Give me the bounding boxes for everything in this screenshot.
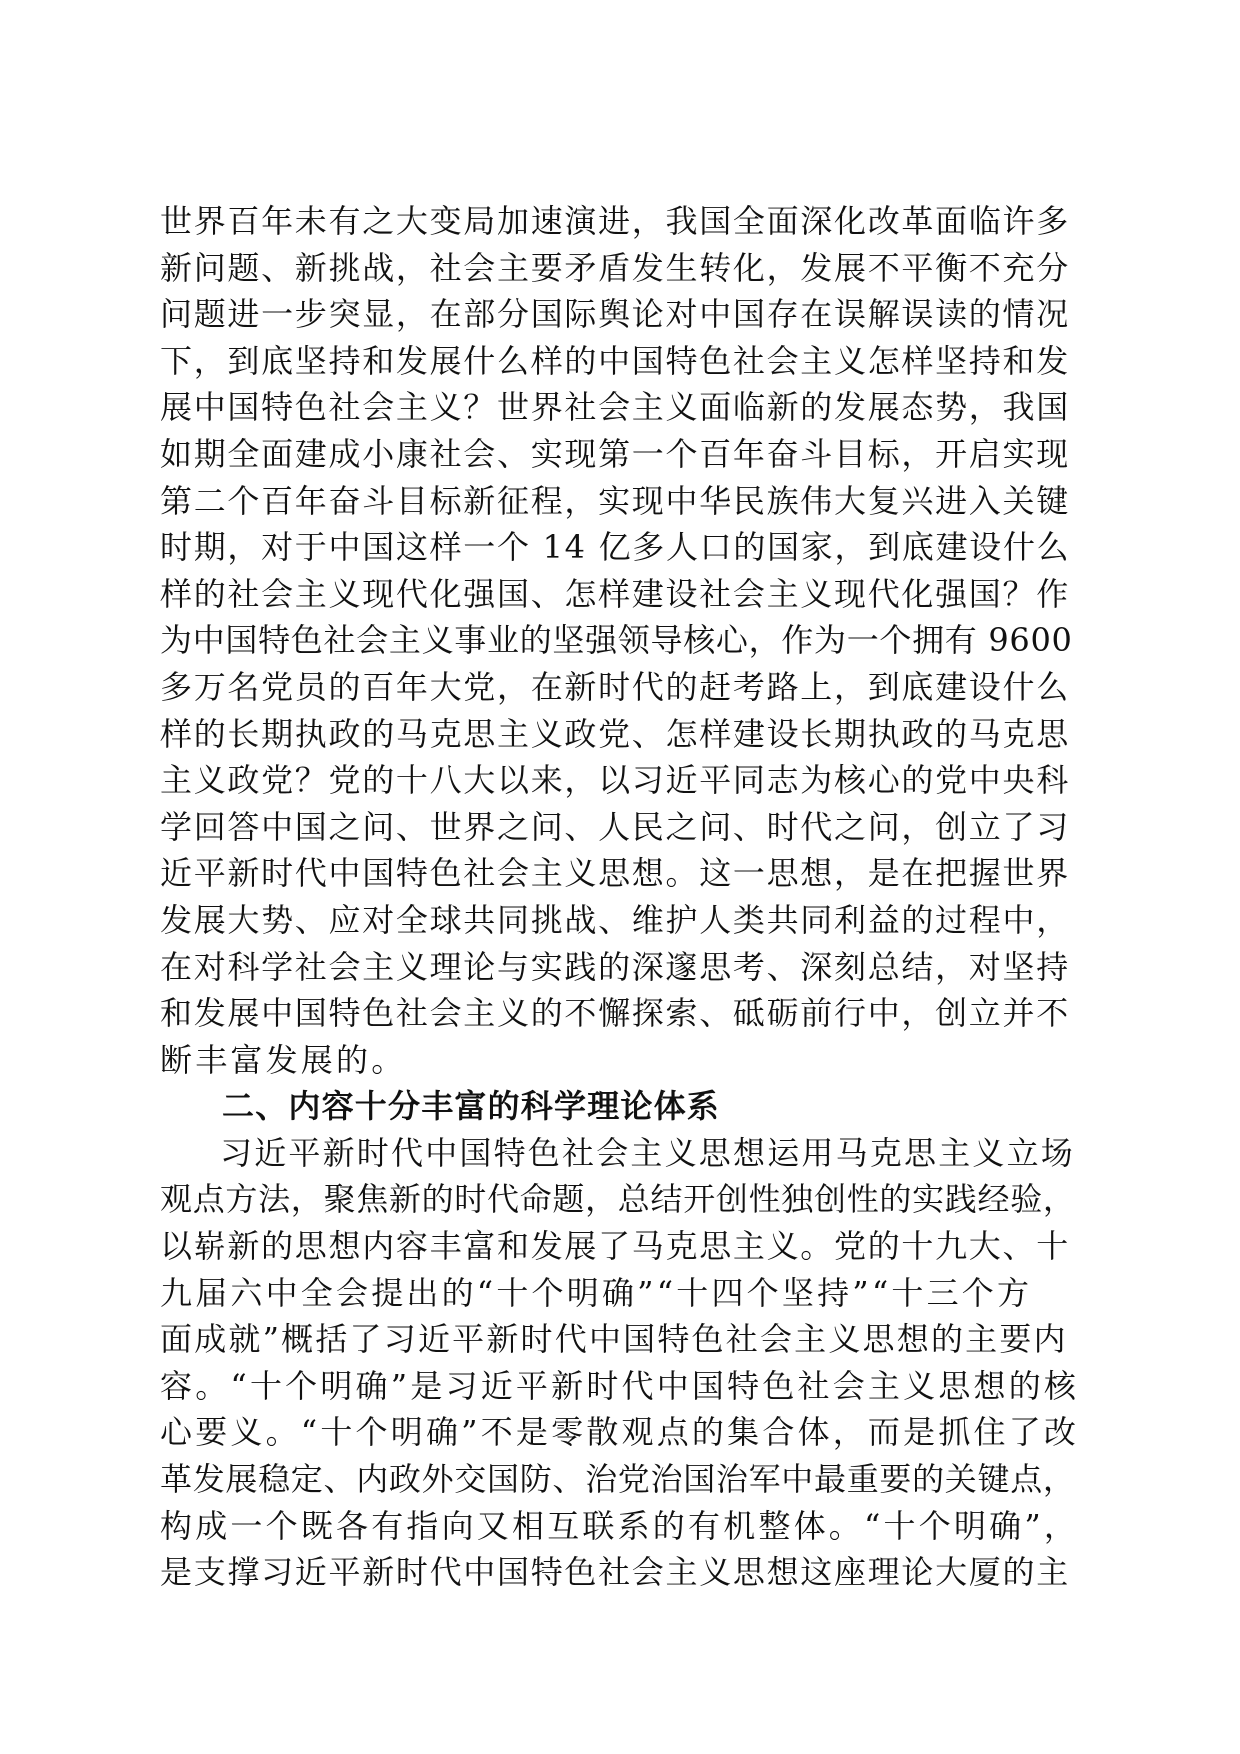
body-text-line: 下，到底坚持和发展什么样的中国特色社会主义怎样坚持和发 (160, 341, 1070, 380)
body-text-line: 习近平新时代中国特色社会主义思想运用马克思主义立场 (220, 1133, 1076, 1172)
body-text-line: 是支撑习近平新时代中国特色社会主义思想这座理论大厦的主 (160, 1553, 1070, 1592)
body-text-line: 问题进一步突显，在部分国际舆论对中国存在误解误读的情况 (160, 295, 1070, 334)
body-text-line: 时期，对于中国这样一个 14 亿多人口的国家，到底建设什么 (160, 528, 1071, 567)
body-text-line: 以崭新的思想内容丰富和发展了马克思主义。党的十九大、十 (160, 1227, 1070, 1266)
body-text-line: 九届六中全会提出的“十个明确”“十四个坚持”“十三个方 (160, 1273, 1033, 1312)
text-lines (160, 198, 1080, 1596)
document-body (160, 198, 1080, 1596)
body-text-line: 第二个百年奋斗目标新征程，实现中华民族伟大复兴进入关键 (160, 481, 1070, 520)
body-text-line: 如期全面建成小康社会、实现第一个百年奋斗目标，开启实现 (160, 434, 1070, 473)
section-heading: 二、内容十分丰富的科学理论体系 (222, 1087, 721, 1126)
body-text-line: 和发展中国特色社会主义的不懈探索、砥砺前行中，创立并不 (160, 994, 1070, 1033)
body-text-line: 展中国特色社会主义？世界社会主义面临新的发展态势，我国 (160, 388, 1070, 427)
body-text-line: 观点方法，聚焦新的时代命题，总结开创性独创性的实践经验， (160, 1180, 1076, 1219)
body-text-line: 在对科学社会主义理论与实践的深邃思考、深刻总结，对坚持 (160, 947, 1070, 986)
body-text-line: 近平新时代中国特色社会主义思想。这一思想，是在把握世界 (160, 854, 1070, 893)
body-text-line: 学回答中国之问、世界之问、人民之问、时代之问，创立了习 (160, 807, 1070, 846)
body-text-line: 断丰富发展的。 (160, 1040, 407, 1079)
body-text-line: 主义政党？党的十八大以来，以习近平同志为核心的党中央科 (160, 761, 1070, 800)
body-text-line: 构成一个既各有指向又相互联系的有机整体。“十个明确”， (160, 1506, 1080, 1545)
body-text-line: 多万名党员的百年大党，在新时代的赶考路上，到底建设什么 (160, 667, 1070, 706)
body-text-line: 样的社会主义现代化强国、怎样建设社会主义现代化强国？作 (160, 574, 1070, 613)
body-text-line: 样的长期执政的马克思主义政党、怎样建设长期执政的马克思 (160, 714, 1070, 753)
body-text-line: 为中国特色社会主义事业的坚强领导核心，作为一个拥有 9600 (160, 621, 1073, 660)
body-text-line: 革发展稳定、内政外交国防、治党治国治军中最重要的关键点， (160, 1460, 1076, 1499)
body-text-line: 心要义。“十个明确”不是零散观点的集合体，而是抓住了改 (160, 1413, 1080, 1452)
body-text-line: 面成就”概括了习近平新时代中国特色社会主义思想的主要内 (160, 1320, 1068, 1359)
body-text-line: 容。“十个明确”是习近平新时代中国特色社会主义思想的核 (160, 1366, 1080, 1405)
body-text-line: 发展大势、应对全球共同挑战、维护人类共同利益的过程中， (160, 900, 1070, 939)
body-text-line: 新问题、新挑战，社会主要矛盾发生转化，发展不平衡不充分 (160, 248, 1070, 287)
body-text-line: 世界百年未有之大变局加速演进，我国全面深化改革面临许多 (160, 202, 1070, 240)
